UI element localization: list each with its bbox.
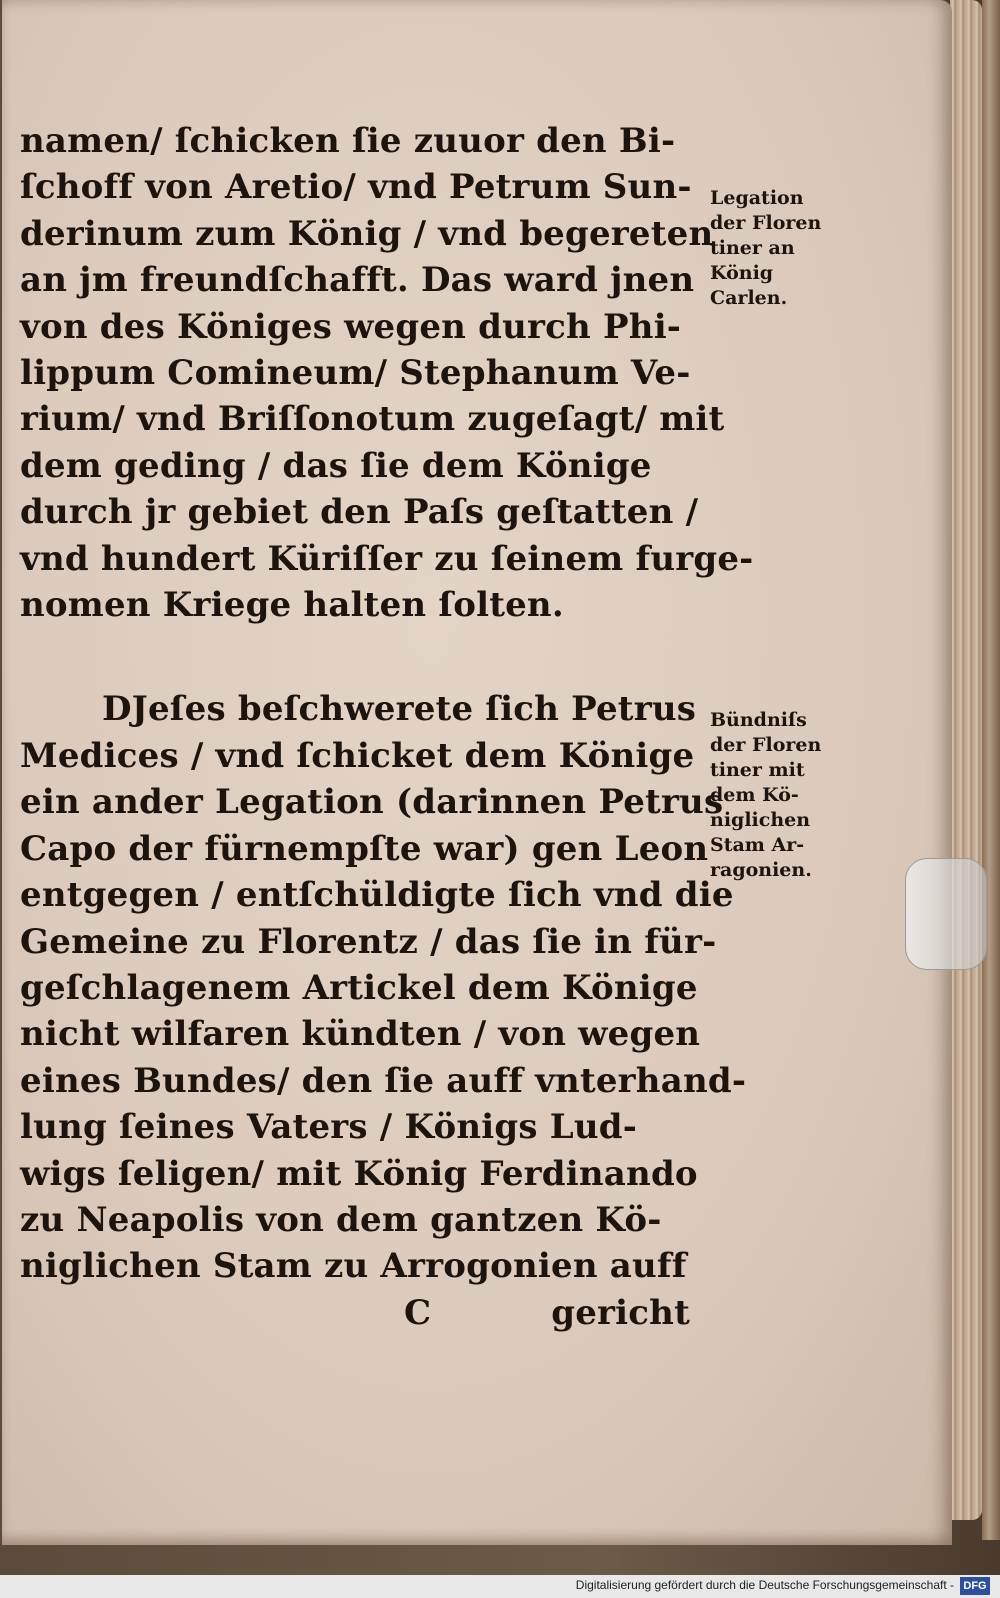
- footer-credit: Digitalisierung gefördert durch die Deutsche Forschungsgemeinschaft -: [575, 1578, 954, 1592]
- margin-note-line: tiner an: [710, 237, 795, 259]
- text-line: Gemeine zu Florentz / das ſie in für-: [20, 921, 717, 962]
- text-line: ein ander Legation (darinnen Petrus: [20, 782, 724, 823]
- text-line: niglichen Stam zu Arrogonien auff: [20, 1246, 687, 1287]
- signature-mark: C: [403, 1292, 432, 1333]
- margin-note-line: König: [710, 262, 774, 284]
- footer-bar: [0, 1575, 1000, 1598]
- page-clip: [905, 858, 987, 970]
- margin-note-line: dem Kö-: [710, 784, 799, 806]
- page-edges: [950, 0, 982, 1520]
- text-line: rium/ vnd Briſſonotum zugeſagt/ mit: [20, 399, 725, 440]
- text-line: durch jr gebiet den Paſs geſtatten /: [20, 492, 699, 533]
- text-line: wigs ſeligen/ mit König Ferdinando: [20, 1153, 698, 1194]
- catchword: gericht: [551, 1292, 690, 1333]
- text-line: lippum Comineum/ Stephanum Ve-: [20, 353, 691, 394]
- text-line: ſchoff von Aretio/ vnd Petrum Sun-: [20, 167, 692, 208]
- text-line: geſchlagenem Artickel dem Könige: [20, 967, 698, 1008]
- text-line: lung ſeines Vaters / Königs Lud-: [20, 1107, 638, 1148]
- book-spine: [982, 0, 1000, 1540]
- margin-note-line: Stam Ar-: [710, 834, 805, 856]
- margin-note-line: der Floren: [710, 212, 822, 234]
- margin-note-line: Carlen.: [710, 287, 788, 309]
- text-line: nomen Kriege halten ſolten.: [20, 585, 564, 626]
- text-line: dem geding / das ſie dem Könige: [20, 445, 652, 486]
- margin-note-line: ragonien.: [710, 859, 812, 881]
- text-line: namen/ ſchicken ſie zuuor den Bi-: [20, 121, 676, 161]
- text-line: an jm freundſchafft. Das ward jnen: [20, 260, 695, 301]
- dfg-logo[interactable]: DFG: [960, 1577, 990, 1595]
- margin-note-line: niglichen: [710, 809, 811, 831]
- margin-note-line: Legation: [710, 187, 804, 209]
- margin-note-legation: [710, 186, 860, 311]
- text-line: eines Bundes/ den ſie auff vnterhand-: [20, 1060, 747, 1101]
- text-line: entgegen / entſchüldigte ſich vnd die: [20, 875, 734, 916]
- text-line: nicht wilfaren kündten / von wegen: [20, 1014, 701, 1055]
- text-line: derinum zum König / vnd begereten: [20, 213, 714, 254]
- margin-note-line: tiner mit: [710, 759, 805, 781]
- margin-note-line: der Floren: [710, 734, 822, 756]
- paragraph-gap: [20, 628, 720, 686]
- text-line: zu Neapolis von dem gantzen Kö-: [20, 1199, 662, 1240]
- margin-note-buendnis: [710, 708, 860, 883]
- text-line: von des Königes wegen durch Phi-: [20, 306, 682, 347]
- text-line: DJeſes beſchwerete ſich Petrus: [102, 689, 697, 730]
- text-line: Medices / vnd ſchicket dem Könige: [20, 735, 695, 776]
- signature-line: [20, 1290, 720, 1336]
- text-line: Capo der fürnempſte war) gen Leon: [20, 828, 709, 869]
- text-line: vnd hundert Küriſſer zu ſeinem furge-: [20, 538, 754, 579]
- margin-note-line: Bündniſs: [710, 709, 807, 731]
